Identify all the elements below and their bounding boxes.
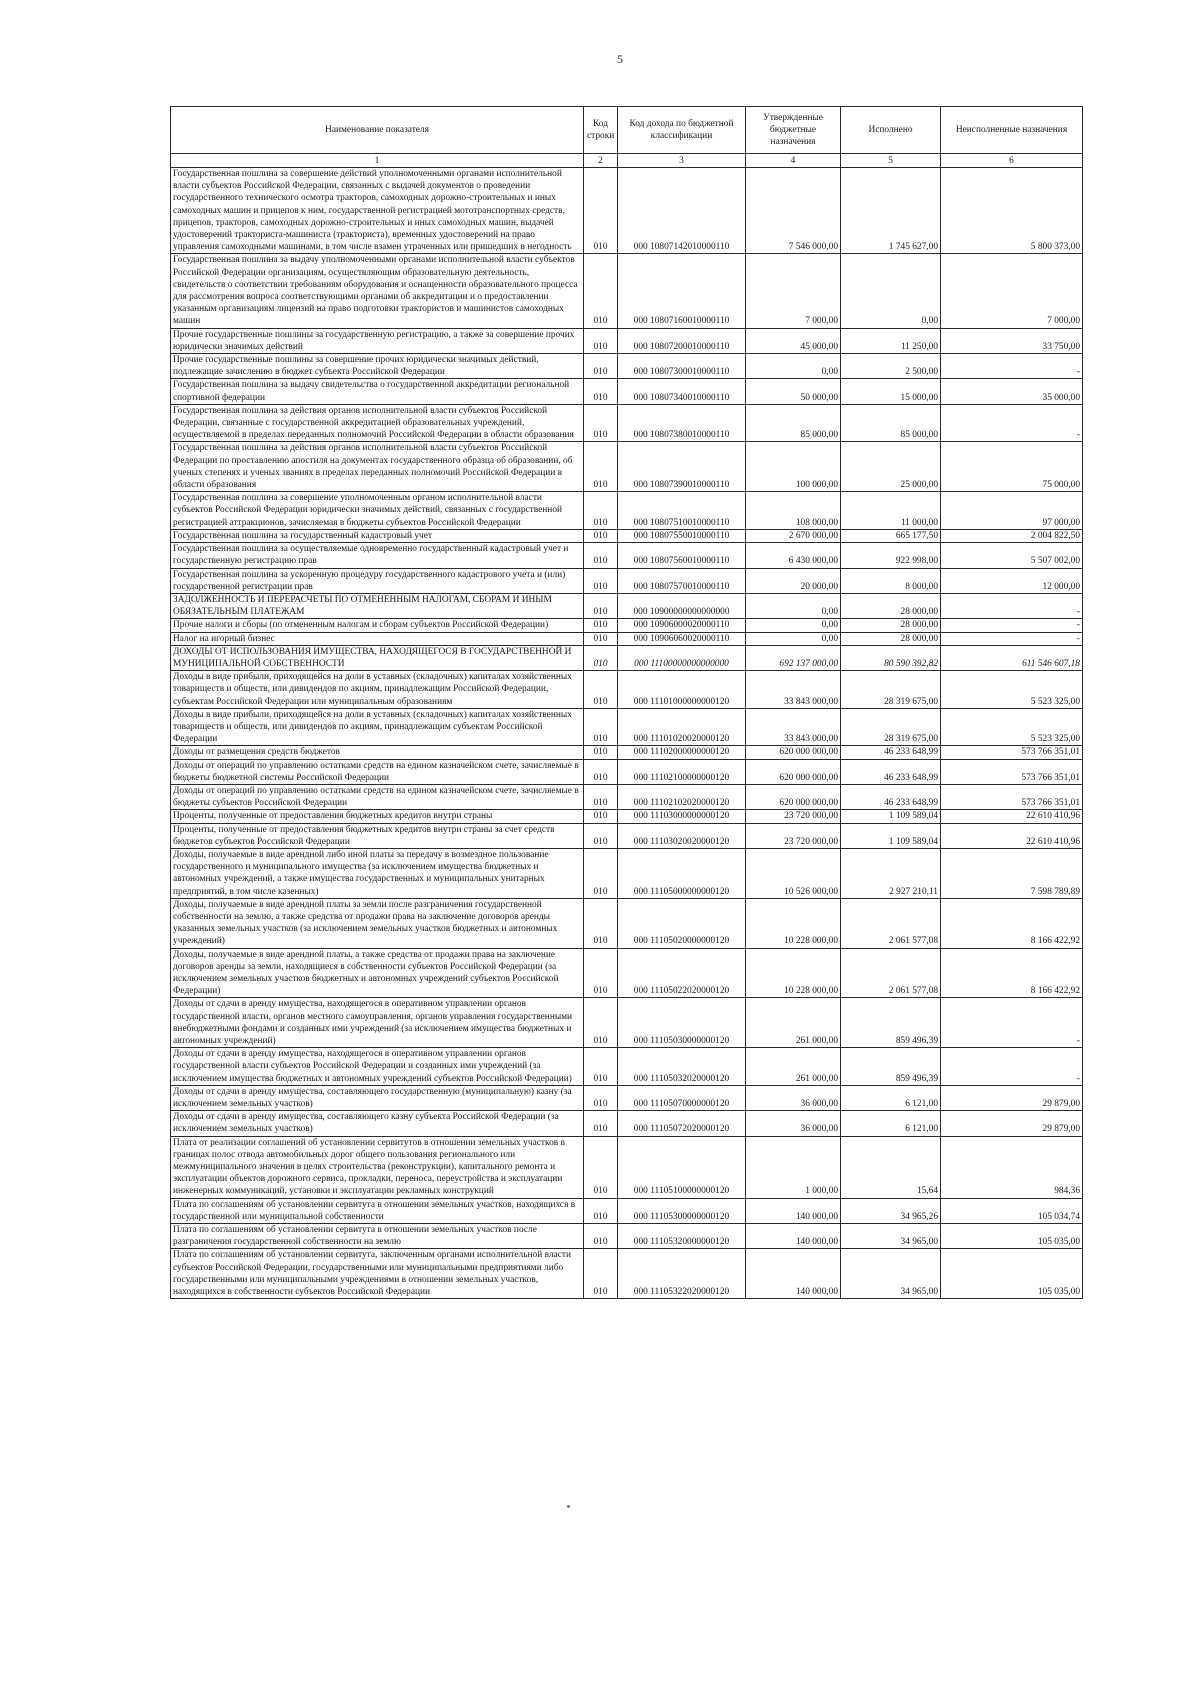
cell-row-code: 010 [584,708,618,746]
scan-speck [567,1505,570,1508]
cell-unexecuted: 105 034,74 [941,1198,1083,1223]
table-row [171,593,1083,618]
cell-executed: 6 121,00 [841,1111,941,1136]
column-number: 1 [171,154,584,168]
cell-row-code: 010 [584,379,618,404]
cell-row-code: 010 [584,354,618,379]
column-number: 4 [746,154,841,168]
cell-income-code: 000 11105020000000120 [618,898,746,948]
cell-row-code: 010 [584,746,618,759]
cell-approved: 7 000,00 [746,254,841,328]
cell-row-code: 010 [584,948,618,998]
cell-indicator-name: Доходы от размещения средств бюджетов [171,746,584,759]
cell-approved: 23 720 000,00 [746,823,841,848]
column-number: 2 [584,154,618,168]
cell-approved: 620 000 000,00 [746,746,841,759]
table-row [171,632,1083,645]
table-row [171,708,1083,746]
cell-approved: 36 000,00 [746,1085,841,1110]
column-number: 6 [941,154,1083,168]
cell-executed: 11 000,00 [841,492,941,530]
cell-approved: 85 000,00 [746,404,841,442]
cell-executed: 25 000,00 [841,442,941,492]
cell-executed: 34 965,26 [841,1198,941,1223]
cell-executed: 85 000,00 [841,404,941,442]
cell-indicator-name: Доходы от операций по управлению остатками средств на едином казначейском счете, зачисляемые в бюджеты субъектов Российской Федерации [171,784,584,809]
cell-row-code: 010 [584,998,618,1048]
cell-unexecuted: - [941,632,1083,645]
header-row-code: Код строки [584,107,618,154]
table-row [171,442,1083,492]
cell-indicator-name: Доходы от сдачи в аренду имущества, находящегося в оперативном управлении органов государственной власти субъектов Российской Федерации и созданных ими учреждений (за исключением имущества бюджетных и автономных учреждений субъектов Российской Федерации) [171,1048,584,1086]
cell-approved: 0,00 [746,354,841,379]
column-number: 5 [841,154,941,168]
cell-row-code: 010 [584,492,618,530]
page-number: 5 [617,52,623,66]
table-row [171,492,1083,530]
table-row [171,645,1083,670]
cell-income-code: 000 10807380010000110 [618,404,746,442]
cell-executed: 2 500,00 [841,354,941,379]
cell-income-code: 000 11105030000000120 [618,998,746,1048]
cell-income-code: 000 11105300000000120 [618,1198,746,1223]
cell-approved: 1 000,00 [746,1136,841,1198]
cell-row-code: 010 [584,671,618,709]
table-row [171,823,1083,848]
cell-unexecuted: 29 879,00 [941,1085,1083,1110]
cell-approved: 100 000,00 [746,442,841,492]
table-row [171,998,1083,1048]
cell-executed: 6 121,00 [841,1085,941,1110]
cell-approved: 140 000,00 [746,1224,841,1249]
cell-approved: 692 137 000,00 [746,645,841,670]
cell-row-code: 010 [584,645,618,670]
table-row [171,254,1083,328]
table-row [171,619,1083,632]
cell-income-code: 000 11103000000000120 [618,810,746,823]
cell-approved: 6 430 000,00 [746,543,841,568]
cell-unexecuted: 29 879,00 [941,1111,1083,1136]
cell-indicator-name: Налог на игорный бизнес [171,632,584,645]
cell-income-code: 000 11105322020000120 [618,1249,746,1299]
header-row [171,107,1083,154]
cell-income-code: 000 11102000000000120 [618,746,746,759]
cell-income-code: 000 10807570010000110 [618,568,746,593]
table-row [171,671,1083,709]
cell-income-code: 000 10807550010000110 [618,529,746,542]
cell-row-code: 010 [584,810,618,823]
cell-approved: 261 000,00 [746,1048,841,1086]
cell-executed: 46 233 648,99 [841,784,941,809]
table-row [171,1249,1083,1299]
column-number-row [171,154,1083,168]
cell-unexecuted: 22 610 410,96 [941,823,1083,848]
cell-unexecuted: - [941,998,1083,1048]
cell-income-code: 000 10807160010000110 [618,254,746,328]
cell-row-code: 010 [584,619,618,632]
cell-approved: 20 000,00 [746,568,841,593]
cell-unexecuted: 5 800 373,00 [941,168,1083,254]
cell-row-code: 010 [584,442,618,492]
table-row [171,543,1083,568]
cell-indicator-name: Проценты, полученные от предоставления бюджетных кредитов внутри страны [171,810,584,823]
cell-indicator-name: Государственная пошлина за совершение действий уполномоченными органами исполнительной власти субъектов Российской Федерации, связанных с выдачей документов о проведении государственного технического осмотра тракторов, самоходных дорожно-строительных и иных самоходных машин и прицепов к ним, государственной регистрацией мототранспортных средств, прицепов, тракторов, самоходных дорожно-строительных и иных самоходных машин, выдачей удостоверений тракториста-машиниста (тракториста), временных удостоверений на право управления самоходными машинами, в том числе взамен утраченных или пришедших в негодность [171,168,584,254]
cell-unexecuted: 984,36 [941,1136,1083,1198]
cell-unexecuted: 33 750,00 [941,328,1083,353]
cell-unexecuted: - [941,404,1083,442]
cell-row-code: 010 [584,543,618,568]
table-row [171,379,1083,404]
cell-indicator-name: Доходы, получаемые в виде арендной платы за земли после разграничения государственной собственности на землю, а также средства от продажи права на заключение договоров аренды указанных земельных участков (за исключением земельных участков бюджетных и автономных учреждений) [171,898,584,948]
cell-approved: 10 526 000,00 [746,848,841,898]
cell-income-code: 000 10900000000000000 [618,593,746,618]
cell-row-code: 010 [584,1085,618,1110]
cell-row-code: 010 [584,759,618,784]
cell-unexecuted: 7 598 789,89 [941,848,1083,898]
table-row [171,1048,1083,1086]
table-row [171,1198,1083,1223]
cell-unexecuted: 7 000,00 [941,254,1083,328]
cell-income-code: 000 11103020020000120 [618,823,746,848]
table-row [171,848,1083,898]
cell-executed: 15 000,00 [841,379,941,404]
cell-row-code: 010 [584,1136,618,1198]
cell-approved: 620 000 000,00 [746,784,841,809]
cell-approved: 0,00 [746,632,841,645]
cell-unexecuted: 2 004 822,50 [941,529,1083,542]
cell-indicator-name: Прочие государственные пошлины за государственную регистрацию, а также за совершение прочих юридически значимых действий [171,328,584,353]
cell-income-code: 000 11105070000000120 [618,1085,746,1110]
cell-unexecuted: 573 766 351,01 [941,746,1083,759]
cell-indicator-name: Прочие государственные пошлины за совершение прочих юридически значимых действий, подлежащие зачислению в бюджет субъекта Российской Федерации [171,354,584,379]
cell-income-code: 000 11105100000000120 [618,1136,746,1198]
cell-indicator-name: ДОХОДЫ ОТ ИСПОЛЬЗОВАНИЯ ИМУЩЕСТВА, НАХОДЯЩЕГОСЯ В ГОСУДАРСТВЕННОЙ И МУНИЦИПАЛЬНОЙ СОБСТВЕННОСТИ [171,645,584,670]
cell-indicator-name: ЗАДОЛЖЕННОСТЬ И ПЕРЕРАСЧЕТЫ ПО ОТМЕНЕННЫМ НАЛОГАМ, СБОРАМ И ИНЫМ ОБЯЗАТЕЛЬНЫМ ПЛАТЕЖАМ [171,593,584,618]
cell-indicator-name: Доходы от сдачи в аренду имущества, находящегося в оперативном управлении органов государственной власти, органов местного самоуправления, органов управления государственными внебюджетными фондами и созданных ими учреждений (за исключением имущества бюджетных и автономных учреждений) [171,998,584,1048]
cell-unexecuted: 8 166 422,92 [941,898,1083,948]
table-row [171,404,1083,442]
cell-approved: 7 546 000,00 [746,168,841,254]
cell-income-code: 000 10807390010000110 [618,442,746,492]
cell-approved: 10 228 000,00 [746,948,841,998]
cell-executed: 0,00 [841,254,941,328]
cell-unexecuted: 8 166 422,92 [941,948,1083,998]
cell-row-code: 010 [584,784,618,809]
cell-executed: 665 177,50 [841,529,941,542]
cell-executed: 2 927 210,11 [841,848,941,898]
header-income-code: Код дохода по бюджетной классификации [618,107,746,154]
cell-approved: 0,00 [746,593,841,618]
cell-unexecuted: 5 507 002,00 [941,543,1083,568]
cell-indicator-name: Государственная пошлина за действия органов исполнительной власти субъектов Российской Федерации по проставлению апостиля на документах государственного образца об образовании, об ученых степенях и ученых званиях в пределах переданных полномочий Российской Федерации в области образования [171,442,584,492]
cell-income-code: 000 11101020020000120 [618,708,746,746]
header-indicator-name: Наименование показателя [171,107,584,154]
cell-executed: 28 000,00 [841,619,941,632]
cell-executed: 34 965,00 [841,1249,941,1299]
cell-executed: 1 745 627,00 [841,168,941,254]
cell-indicator-name: Доходы от операций по управлению остатками средств на едином казначейском счете, зачисляемые в бюджеты бюджетной системы Российской Федерации [171,759,584,784]
cell-unexecuted: 573 766 351,01 [941,759,1083,784]
cell-executed: 8 000,00 [841,568,941,593]
cell-indicator-name: Доходы, получаемые в виде арендной либо иной платы за передачу в возмездное пользование государственного и муниципального имущества (за исключением имущества бюджетных и автономных учреждений, а также имущества государственных и муниципальных унитарных предприятий, в том числе казенных) [171,848,584,898]
cell-unexecuted: 12 000,00 [941,568,1083,593]
cell-unexecuted: 22 610 410,96 [941,810,1083,823]
cell-executed: 46 233 648,99 [841,759,941,784]
cell-unexecuted: - [941,354,1083,379]
cell-approved: 10 228 000,00 [746,898,841,948]
cell-row-code: 010 [584,328,618,353]
cell-unexecuted: 5 523 325,00 [941,708,1083,746]
budget-execution-table [170,106,1083,1299]
cell-approved: 45 000,00 [746,328,841,353]
cell-indicator-name: Доходы, получаемые в виде арендной платы, а также средства от продажи права на заключение договоров аренды за земли, находящиеся в собственности субъектов Российской Федерации (за исключением земельных участков бюджетных и автономных учреждений субъектов Российской Федерации) [171,948,584,998]
cell-indicator-name: Плата по соглашениям об установлении сервитута в отношении земельных участков, находящихся в государственной или муниципальной собственности [171,1198,584,1223]
cell-executed: 859 496,39 [841,998,941,1048]
cell-row-code: 010 [584,1224,618,1249]
cell-approved: 36 000,00 [746,1111,841,1136]
cell-approved: 33 843 000,00 [746,708,841,746]
cell-approved: 2 670 000,00 [746,529,841,542]
table-row [171,168,1083,254]
table-row [171,1224,1083,1249]
cell-unexecuted: 611 546 607,18 [941,645,1083,670]
cell-income-code: 000 11102100000000120 [618,759,746,784]
cell-income-code: 000 10807340010000110 [618,379,746,404]
table-row [171,759,1083,784]
cell-indicator-name: Государственная пошлина за осуществляемые одновременно государственный кадастровый учет и государственную регистрацию прав [171,543,584,568]
cell-executed: 34 965,00 [841,1224,941,1249]
cell-row-code: 010 [584,632,618,645]
cell-indicator-name: Доходы от сдачи в аренду имущества, составляющего казну субъекта Российской Федерации (за исключением земельных участков) [171,1111,584,1136]
cell-unexecuted: - [941,593,1083,618]
cell-approved: 261 000,00 [746,998,841,1048]
cell-approved: 108 000,00 [746,492,841,530]
cell-executed: 28 319 675,00 [841,708,941,746]
column-number: 3 [618,154,746,168]
table-row [171,354,1083,379]
cell-unexecuted: 75 000,00 [941,442,1083,492]
table-row [171,1136,1083,1198]
cell-income-code: 000 10807142010000110 [618,168,746,254]
cell-indicator-name: Доходы от сдачи в аренду имущества, составляющего государственную (муниципальную) казну (за исключением земельных участков) [171,1085,584,1110]
cell-indicator-name: Государственная пошлина за совершение уполномоченным органом исполнительной власти субъектов Российской Федерации юридически значимых действий, связанных с государственной регистрацией аттракционов, зачисляемая в бюджеты субъектов Российской Федерации [171,492,584,530]
cell-row-code: 010 [584,254,618,328]
cell-indicator-name: Плата по соглашениям об установлении сервитута, заключенным органами исполнительной власти субъектов Российской Федерации, государственными или муниципальными предприятиями либо государственными или муниципальными учреждениями в отношении земельных участков, находящихся в собственности субъектов Российской Федерации [171,1249,584,1299]
cell-executed: 922 998,00 [841,543,941,568]
cell-executed: 2 061 577,08 [841,898,941,948]
cell-income-code: 000 11102102020000120 [618,784,746,809]
cell-indicator-name: Доходы в виде прибыли, приходящейся на доли в уставных (складочных) капиталах хозяйственных товариществ и обществ, или дивидендов по акциям, принадлежащим субъектам Российской Федерации [171,708,584,746]
cell-row-code: 010 [584,1249,618,1299]
cell-executed: 11 250,00 [841,328,941,353]
cell-row-code: 010 [584,848,618,898]
cell-executed: 28 000,00 [841,593,941,618]
cell-approved: 620 000 000,00 [746,759,841,784]
table-row [171,1085,1083,1110]
cell-row-code: 010 [584,593,618,618]
table-row [171,746,1083,759]
cell-approved: 140 000,00 [746,1198,841,1223]
cell-executed: 859 496,39 [841,1048,941,1086]
cell-row-code: 010 [584,529,618,542]
cell-executed: 46 233 648,99 [841,746,941,759]
cell-income-code: 000 10807510010000110 [618,492,746,530]
cell-indicator-name: Доходы в виде прибыли, приходящейся на доли в уставных (складочных) капиталах хозяйственных товариществ и обществ, или дивидендов по акциям, принадлежащим Российской Федерации, субъектам Российской Федерации или муниципальным образованиям [171,671,584,709]
cell-row-code: 010 [584,898,618,948]
cell-income-code: 000 10807560010000110 [618,543,746,568]
cell-indicator-name: Государственная пошлина за действия органов исполнительной власти субъектов Российской Федерации, связанные с государственной аккредитацией образовательных учреждений, осуществляемой в пределах переданных полномочий Российской Федерации в области образования [171,404,584,442]
cell-indicator-name: Государственная пошлина за государственный кадастровый учет [171,529,584,542]
cell-indicator-name: Проценты, полученные от предоставления бюджетных кредитов внутри страны за счет средств бюджетов субъектов Российской Федерации [171,823,584,848]
cell-unexecuted: 105 035,00 [941,1224,1083,1249]
table-row [171,810,1083,823]
cell-indicator-name: Прочие налоги и сборы (по отмененным налогам и сборам субъектов Российской Федерации) [171,619,584,632]
cell-row-code: 010 [584,404,618,442]
cell-executed: 15,64 [841,1136,941,1198]
cell-unexecuted: - [941,619,1083,632]
cell-income-code: 000 10807300010000110 [618,354,746,379]
cell-income-code: 000 10906000020000110 [618,619,746,632]
cell-indicator-name: Плата по соглашениям об установлении сервитута в отношении земельных участков после разграничения государственной собственности на землю [171,1224,584,1249]
cell-row-code: 010 [584,1111,618,1136]
table-row [171,898,1083,948]
cell-income-code: 000 10807200010000110 [618,328,746,353]
cell-unexecuted: 97 000,00 [941,492,1083,530]
cell-approved: 140 000,00 [746,1249,841,1299]
table-row [171,529,1083,542]
table-row [171,328,1083,353]
cell-income-code: 000 10906060020000110 [618,632,746,645]
cell-row-code: 010 [584,823,618,848]
cell-executed: 1 109 589,04 [841,823,941,848]
header-unexecuted: Неисполненные назначения [941,107,1083,154]
header-approved: Утвержденные бюджетные назначения [746,107,841,154]
cell-income-code: 000 11105032020000120 [618,1048,746,1086]
table-body [171,168,1083,1299]
cell-income-code: 000 11105320000000120 [618,1224,746,1249]
cell-unexecuted: 105 035,00 [941,1249,1083,1299]
cell-executed: 28 000,00 [841,632,941,645]
cell-row-code: 010 [584,1198,618,1223]
cell-row-code: 010 [584,568,618,593]
cell-income-code: 000 11105072020000120 [618,1111,746,1136]
cell-income-code: 000 11101000000000120 [618,671,746,709]
cell-approved: 33 843 000,00 [746,671,841,709]
cell-indicator-name: Плата от реализации соглашений об установлении сервитутов в отношении земельных участков в границах полос отвода автомобильных дорог общего пользования регионального или межмуниципального значения в целях строительства (реконструкции), капитального ремонта и эксплуатации объектов дорожного сервиса, прокладки, переноса, переустройства и эксплуатации инженерных коммуникаций, установки и эксплуатации рекламных конструкций [171,1136,584,1198]
cell-executed: 1 109 589,04 [841,810,941,823]
cell-unexecuted: 5 523 325,00 [941,671,1083,709]
cell-indicator-name: Государственная пошлина за выдачу уполномоченными органами исполнительной власти субъектов Российской Федерации организациям, осуществляющим образовательную деятельность, свидетельств о соответствии требованиям оборудования и оснащенности образовательного процесса для рассмотрения вопроса соответствующими органами об аккредитации и о предоставлении указанным организациям лицензий на право подготовки трактористов и машинистов самоходных машин [171,254,584,328]
cell-unexecuted: 35 000,00 [941,379,1083,404]
cell-approved: 23 720 000,00 [746,810,841,823]
cell-executed: 80 590 392,82 [841,645,941,670]
cell-unexecuted: - [941,1048,1083,1086]
cell-income-code: 000 11100000000000000 [618,645,746,670]
cell-indicator-name: Государственная пошлина за ускоренную процедуру государственного кадастрового учета и (или) государственной регистрации прав [171,568,584,593]
header-executed: Исполнено [841,107,941,154]
cell-row-code: 010 [584,168,618,254]
table-row [171,784,1083,809]
cell-income-code: 000 11105022020000120 [618,948,746,998]
cell-indicator-name: Государственная пошлина за выдачу свидетельства о государственной аккредитации региональной спортивной федерации [171,379,584,404]
cell-income-code: 000 11105000000000120 [618,848,746,898]
cell-approved: 0,00 [746,619,841,632]
cell-executed: 2 061 577,08 [841,948,941,998]
table-row [171,568,1083,593]
cell-executed: 28 319 675,00 [841,671,941,709]
table-row [171,948,1083,998]
cell-approved: 50 000,00 [746,379,841,404]
cell-unexecuted: 573 766 351,01 [941,784,1083,809]
table-row [171,1111,1083,1136]
cell-row-code: 010 [584,1048,618,1086]
